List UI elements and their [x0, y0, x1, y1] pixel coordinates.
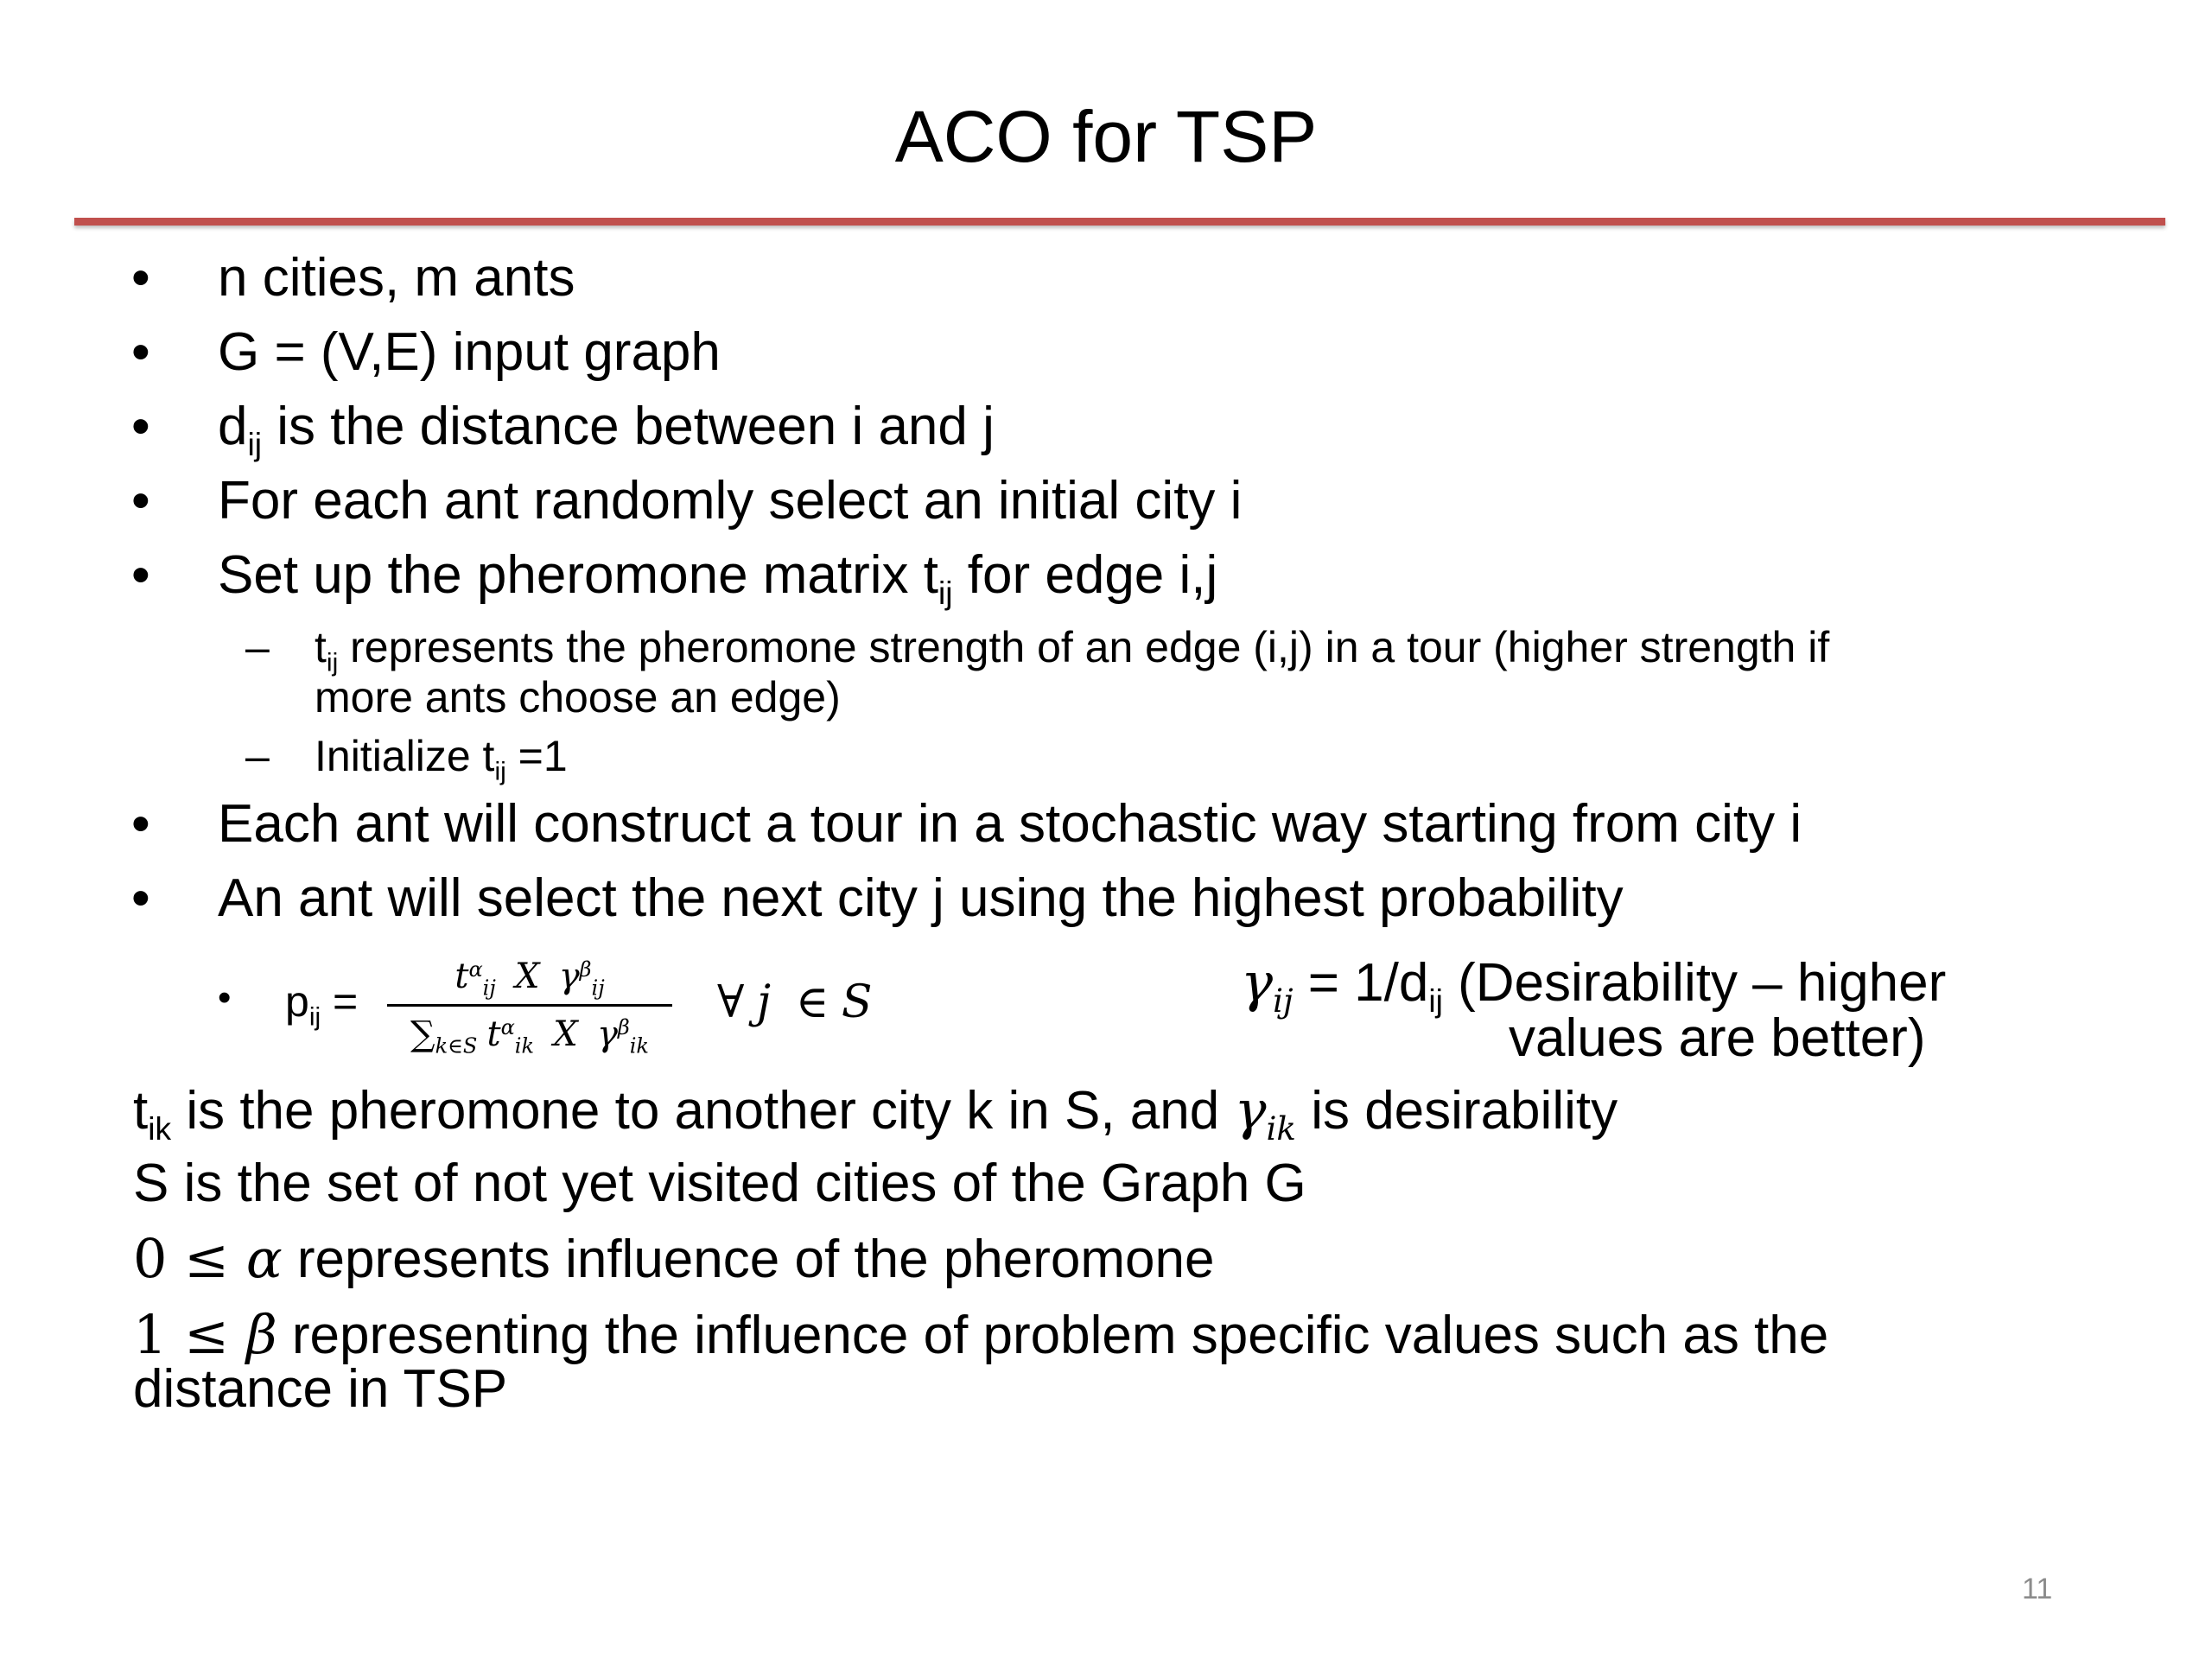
fraction-bar [387, 1004, 672, 1007]
fraction-denominator: $\sum_{k\in S}$ $t^\alpha_{ik}$ X $\gamma^\beta_{ik}$ [410, 1014, 649, 1058]
slide-title: ACO for TSP [894, 96, 1318, 177]
plain-line-text: 1 ≤ β representing the influence of problem specific values such as the [133, 1303, 1829, 1366]
fraction-numerator: $t^\alpha_{ij}$ X $\gamma^\beta_{ij}$ [454, 957, 605, 1001]
bullet-text: An ant will select the next city j using the highest probability [218, 868, 1624, 928]
bullet-text: Set up the pheromone matrix $t_{ij}$ for edge i,j [218, 545, 1218, 612]
title-divider [74, 218, 2165, 226]
bullet-dot: • [131, 471, 150, 531]
sub-bullet-text: more ants choose an edge) [315, 673, 841, 721]
plain-line-text: 0 ≤ α represents influence of the pheromone [133, 1227, 1215, 1290]
plain-line-text: $t_{ik}$ is the pheromone to another city k in S, and $\gamma_{ik}$ is desirability [133, 1078, 1618, 1148]
bullet-dot: • [131, 397, 150, 456]
probability-lhs: $p_{ij}$ = [285, 977, 359, 1032]
plain-line-text: distance in TSP [133, 1359, 508, 1419]
bullet-dot: • [218, 976, 232, 1019]
sub-bullet-dash: – [245, 732, 270, 780]
bullet-dot: • [131, 868, 150, 928]
bullet-text: Each ant will construct a tour in a stochastic way starting from city i [218, 794, 1802, 854]
bullet-dot: • [131, 248, 150, 308]
bullet-dot: • [131, 794, 150, 854]
bullet-text: For each ant randomly select an initial city i [218, 471, 1243, 531]
bullet-dot: • [131, 545, 150, 605]
bullet-dot: • [131, 322, 150, 382]
bullet-text: G = (V,E) input graph [218, 322, 721, 382]
bullet-text: n cities, m ants [218, 248, 575, 308]
sub-bullet-dash: – [245, 623, 270, 671]
plain-line-text: S is the set of not yet visited cities of the Graph G [133, 1154, 1306, 1213]
sub-bullet-text: Initialize $t_{ij} =1$ [315, 732, 568, 786]
probability-fraction [387, 952, 672, 1058]
bullet-text: $d_{ij}$ is the distance between i and j [218, 397, 995, 463]
page-number: 11 [2022, 1573, 2053, 1605]
sub-bullet-text: $t_{ij}$ represents the pheromone strength of an edge (i,j) in a tour (higher strength if [315, 623, 1830, 677]
